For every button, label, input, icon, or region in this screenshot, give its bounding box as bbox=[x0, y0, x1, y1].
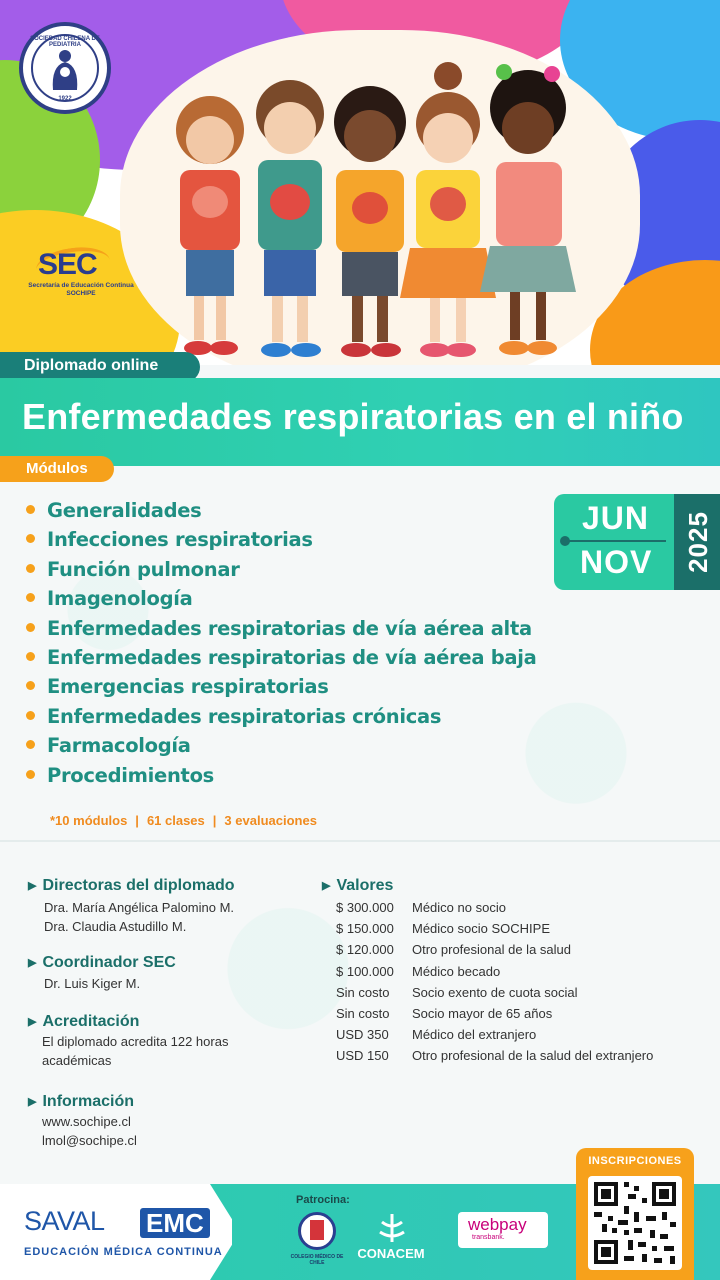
module-item bbox=[26, 614, 536, 643]
stats-classes: 61 clases bbox=[146, 813, 205, 828]
coordinator-heading-text: Coordinador SEC bbox=[42, 954, 176, 971]
stats-modules: *10 módulos bbox=[50, 813, 128, 828]
module-label: Emergencias respiratorias bbox=[47, 675, 329, 699]
module-item bbox=[26, 496, 536, 525]
module-item bbox=[26, 672, 536, 701]
caduceus-icon bbox=[372, 1212, 412, 1244]
director-name: Dra. María Angélica Palomino M. bbox=[44, 900, 235, 915]
program-type-label: Diplomado online bbox=[24, 357, 159, 374]
colegio-medico-text: COLEGIO MÉDICO DE CHILE bbox=[290, 1254, 344, 1266]
sec-logo bbox=[26, 246, 136, 296]
module-label: Imagenología bbox=[47, 587, 193, 611]
information-heading-text: Información bbox=[42, 1093, 135, 1110]
conacem-text: CONACEM bbox=[357, 1246, 425, 1261]
module-label: Enfermedades respiratorias crónicas bbox=[47, 704, 442, 728]
module-label: Función pulmonar bbox=[47, 557, 240, 581]
hero-illustration bbox=[0, 0, 720, 365]
price-row bbox=[336, 964, 500, 979]
bullet-icon bbox=[26, 740, 35, 749]
sochipe-year: 1922 bbox=[58, 96, 72, 102]
prices-heading-text: Valores bbox=[336, 877, 394, 894]
date-end: NOV bbox=[580, 544, 653, 580]
stats-separator: | bbox=[212, 813, 217, 828]
child-4 bbox=[400, 62, 496, 357]
price-row bbox=[336, 921, 550, 936]
modules-tag bbox=[0, 456, 114, 482]
stats-separator: | bbox=[135, 813, 139, 828]
emc-logo: EMC bbox=[146, 1208, 204, 1238]
bullet-icon bbox=[26, 593, 35, 602]
information-heading bbox=[28, 1093, 134, 1111]
module-label: Infecciones respiratorias bbox=[47, 528, 313, 552]
child-5 bbox=[480, 64, 576, 355]
price-row bbox=[336, 900, 506, 915]
sochipe-logo-text: SOCIEDAD CHILENA DE PEDIATRIA bbox=[30, 36, 100, 48]
bullet-icon bbox=[26, 770, 35, 779]
price-row bbox=[336, 985, 578, 1000]
mother-child-icon bbox=[47, 48, 83, 92]
child-2 bbox=[256, 80, 324, 357]
price-amount: USD 350 bbox=[336, 1027, 389, 1043]
conacem-logo bbox=[352, 1212, 430, 1276]
price-label: Médico becado bbox=[412, 963, 501, 979]
sochipe-logo bbox=[19, 22, 111, 114]
sec-logo-subtitle-2: SOCHIPE bbox=[66, 290, 96, 297]
modules-list bbox=[26, 496, 536, 790]
saval-subtitle: EDUCACIÓN MÉDICA CONTINUA bbox=[24, 1246, 223, 1258]
price-label: Otro profesional de la salud bbox=[412, 942, 571, 958]
module-item bbox=[26, 584, 536, 613]
directors-heading-text: Directoras del diplomado bbox=[42, 877, 235, 894]
colegio-medico-logo bbox=[292, 1212, 342, 1276]
coordinator-name: Dr. Luis Kiger M. bbox=[44, 976, 141, 991]
webpay-text: webpay bbox=[468, 1215, 527, 1234]
price-row bbox=[336, 1027, 536, 1042]
director-name: Dra. Claudia Astudillo M. bbox=[44, 919, 187, 934]
date-start: JUN bbox=[582, 500, 650, 536]
module-label: Farmacología bbox=[47, 734, 191, 758]
date-badge bbox=[554, 494, 720, 590]
stats-evaluations: 3 evaluaciones bbox=[224, 813, 317, 828]
bullet-icon bbox=[26, 681, 35, 690]
bullet-icon bbox=[26, 505, 35, 514]
child-1 bbox=[176, 96, 244, 355]
module-label: Procedimientos bbox=[47, 763, 214, 787]
qr-code-icon[interactable] bbox=[588, 1176, 682, 1270]
price-amount: Sin costo bbox=[336, 984, 390, 1000]
saval-logo: SAVAL bbox=[24, 1206, 105, 1236]
price-amount: $ 150.000 bbox=[336, 921, 394, 937]
module-label: Enfermedades respiratorias de vía aérea alta bbox=[47, 616, 532, 640]
course-stats bbox=[50, 813, 317, 828]
arrow-right-icon: ▶ bbox=[322, 880, 331, 892]
price-row bbox=[336, 1048, 653, 1063]
child-3 bbox=[334, 86, 406, 357]
accreditation-line: académicas bbox=[42, 1053, 112, 1068]
arrow-right-icon: ▶ bbox=[28, 1016, 37, 1028]
arrow-right-icon: ▶ bbox=[28, 1096, 37, 1108]
price-amount: $ 120.000 bbox=[336, 942, 394, 958]
bullet-icon bbox=[26, 534, 35, 543]
bullet-icon bbox=[26, 652, 35, 661]
sponsor-label: Patrocina: bbox=[296, 1194, 350, 1206]
accreditation-text bbox=[42, 1032, 228, 1070]
price-amount: $ 300.000 bbox=[336, 900, 394, 915]
coordinator-heading bbox=[28, 954, 176, 972]
module-item bbox=[26, 525, 536, 554]
sec-logo-title: SEC bbox=[38, 248, 97, 281]
email-link[interactable]: lmol@sochipe.cl bbox=[42, 1133, 137, 1148]
module-item bbox=[26, 761, 536, 790]
price-label: Médico socio SOCHIPE bbox=[412, 921, 550, 937]
bullet-icon bbox=[26, 623, 35, 632]
bullet-icon bbox=[26, 711, 35, 720]
price-amount: $ 100.000 bbox=[336, 963, 394, 979]
accreditation-heading-text: Acreditación bbox=[42, 1013, 140, 1030]
registration-qr-box[interactable] bbox=[576, 1148, 694, 1280]
accreditation-line: El diplomado acredita 122 horas bbox=[42, 1034, 229, 1049]
arrow-right-icon: ▶ bbox=[28, 957, 37, 969]
information-contacts bbox=[42, 1112, 137, 1150]
registration-label: INSCRIPCIONES bbox=[588, 1155, 682, 1167]
section-divider bbox=[0, 840, 720, 842]
module-item bbox=[26, 643, 536, 672]
transbank-text: transbank. bbox=[472, 1234, 505, 1241]
prices-heading bbox=[322, 877, 393, 895]
website-link[interactable]: www.sochipe.cl bbox=[42, 1114, 131, 1129]
price-amount: USD 150 bbox=[336, 1048, 389, 1064]
page-title: Enfermedades respiratorias en el niño bbox=[22, 396, 684, 437]
price-label: Socio exento de cuota social bbox=[412, 984, 578, 1000]
sec-logo-subtitle: Secretaría de Educación Continua bbox=[28, 282, 134, 289]
modules-label: Módulos bbox=[26, 460, 88, 477]
directors-heading bbox=[28, 877, 235, 895]
date-year: 2025 bbox=[683, 511, 713, 573]
module-label: Enfermedades respiratorias de vía aérea baja bbox=[47, 645, 537, 669]
module-item bbox=[26, 555, 536, 584]
webpay-logo bbox=[458, 1212, 548, 1248]
price-row bbox=[336, 942, 571, 957]
title-banner bbox=[0, 378, 720, 466]
arrow-right-icon: ▶ bbox=[28, 880, 37, 892]
price-label: Médico del extranjero bbox=[412, 1027, 537, 1043]
price-label: Socio mayor de 65 años bbox=[412, 1006, 553, 1021]
module-item bbox=[26, 702, 536, 731]
price-row bbox=[336, 1006, 552, 1021]
children-illustration bbox=[160, 52, 580, 362]
accreditation-heading bbox=[28, 1013, 139, 1031]
module-label: Generalidades bbox=[47, 499, 202, 522]
price-amount: Sin costo bbox=[336, 1006, 390, 1021]
bullet-icon bbox=[26, 564, 35, 573]
directors-names bbox=[44, 898, 234, 936]
module-item bbox=[26, 731, 536, 760]
price-label: Médico no socio bbox=[412, 900, 506, 915]
price-label: Otro profesional de la salud del extranjero bbox=[412, 1048, 654, 1064]
